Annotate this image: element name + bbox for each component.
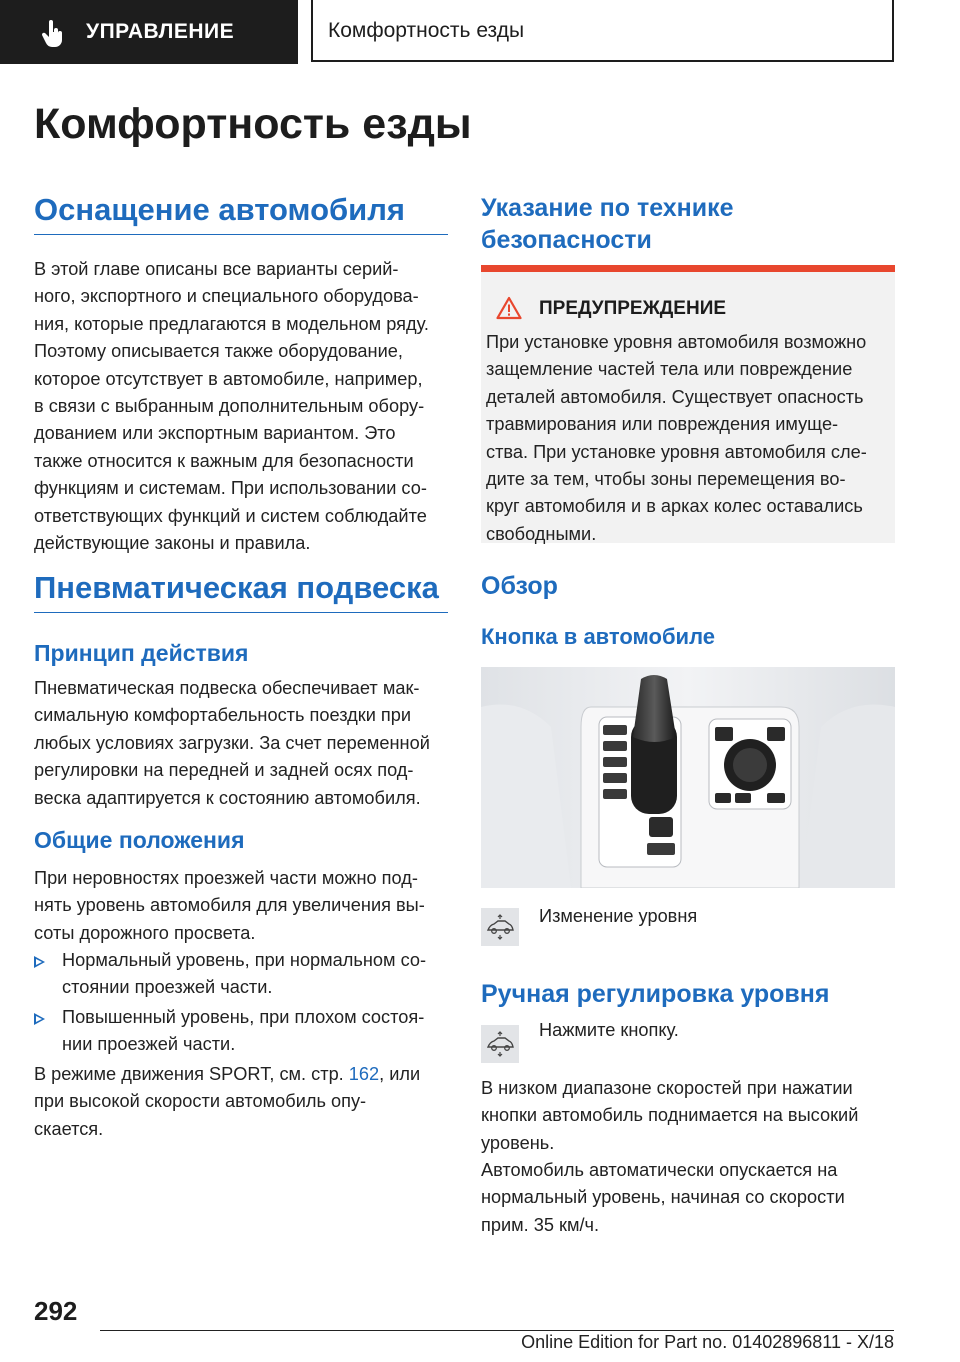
low-speed-paragraph: В низком диапазоне скоростей при нажатии кнопки автомобиль поднимается на высокий уровень. bbox=[481, 1078, 859, 1153]
center-console-photo bbox=[481, 667, 895, 888]
level-change-icon bbox=[481, 908, 519, 946]
section-label: УПРАВЛЕНИЕ bbox=[86, 20, 235, 43]
topic-label: Комфортность езды bbox=[328, 19, 525, 42]
general-paragraph: При неровностях проезжей части можно под- нять уровень автомобиля для увеличения вы- соты дорожного просвета. bbox=[34, 868, 425, 943]
general-heading: Общие положения bbox=[34, 827, 245, 853]
equipment-paragraph: В этой главе описаны все варианты серий- ного, экспортного и специального оборудова- ния, которые предлагаются в модельном ряду. Поэтому описывается также оборудование, которое отсутствует в автомобиле, например, в связи с выбранным дополнительным обору- дованием или экспортным вариантом. Это также относится к важным для безопасности функциям и системам. При использовании со- ответствующих функций и систем соблюдайте действующие законы и правила. bbox=[34, 259, 429, 554]
principle-paragraph: Пневматическая подвеска обеспечивает мак- симальную комфортабельность поездки при любых условиях загрузки. За счет переменной регулировки на передней и задней осях под- веска адаптируется к состоянию автомобиля. bbox=[34, 678, 430, 808]
manual-heading: Ручная регулировка уровня bbox=[481, 980, 830, 1008]
page-title: Комфортность езды bbox=[34, 100, 472, 148]
sport-text-b: , или при высокой скорости автомобиль опу- скается. bbox=[34, 1064, 421, 1139]
suspension-heading: Пневматическая подвеска bbox=[34, 570, 448, 613]
overview-heading: Обзор bbox=[481, 572, 558, 600]
button-heading: Кнопка в автомобиле bbox=[481, 624, 715, 649]
triangle-bullet-icon bbox=[34, 956, 45, 968]
warning-title: ПРЕДУПРЕЖДЕНИЕ bbox=[539, 298, 727, 319]
list-item-text: Повышенный уровень, при плохом состоя- нии проезжей части. bbox=[62, 1007, 425, 1055]
warning-box bbox=[481, 265, 895, 543]
sport-paragraph bbox=[34, 1061, 448, 1143]
warning-text: При установке уровня автомобиля возможно защемление частей тела или повреждение деталей автомобиля. Существует опасность травмирования или повреждения имуще- ства. При установке уровня автомобиля сле- дите за тем, чтобы зоны перемещения во- круг автомобиля и в арках колес оставались свободными. bbox=[486, 332, 867, 544]
section-tab bbox=[0, 0, 298, 64]
auto-lower-paragraph: Автомобиль автоматически опускается на нормальный уровень, начиная со скорости прим. 35 км/ч. bbox=[481, 1160, 845, 1235]
footer-divider bbox=[100, 1330, 894, 1331]
list-item bbox=[34, 947, 448, 1002]
equipment-heading: Оснащение автомобиля bbox=[34, 192, 448, 235]
warning-triangle-icon bbox=[496, 296, 522, 320]
hand-pointer-icon bbox=[40, 20, 66, 48]
level-change-icon bbox=[481, 1025, 519, 1063]
safety-heading: Указание по технике безопасности bbox=[481, 194, 734, 254]
list-item bbox=[34, 1004, 448, 1059]
edition-text: Online Edition for Part no. 01402896811 - X/18 bbox=[521, 1332, 894, 1352]
page-link[interactable]: 162 bbox=[348, 1064, 380, 1084]
triangle-bullet-icon bbox=[34, 1013, 45, 1025]
topic-tab bbox=[311, 0, 894, 62]
level-change-caption: Изменение уровня bbox=[539, 906, 698, 926]
sport-text-a: В режиме движения SPORT, см. стр. bbox=[34, 1064, 349, 1084]
page-number: 292 bbox=[34, 1296, 78, 1326]
list-item-text: Нормальный уровень, при нормальном со- стоянии проезжей части. bbox=[62, 950, 427, 998]
principle-heading: Принцип действия bbox=[34, 640, 249, 666]
press-button-text: Нажмите кнопку. bbox=[539, 1020, 679, 1040]
